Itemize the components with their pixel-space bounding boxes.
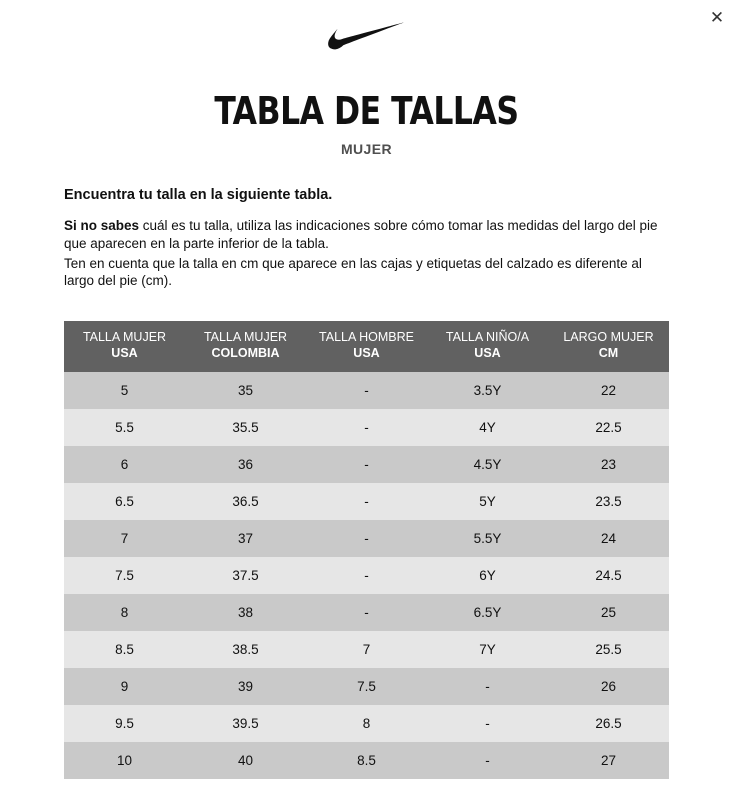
table-cell: 8: [306, 705, 427, 742]
table-cell: 37: [185, 520, 306, 557]
table-row: [64, 409, 669, 446]
table-row: [64, 372, 669, 409]
table-cell: -: [427, 668, 548, 705]
table-cell: 36: [185, 446, 306, 483]
table-column-header: [185, 321, 306, 371]
table-column-header: [64, 321, 185, 371]
table-column-header: [427, 321, 548, 371]
table-row: [64, 557, 669, 594]
table-column-header: [548, 321, 669, 371]
table-cell: 39.5: [185, 705, 306, 742]
table-column-header-unit: CM: [598, 345, 619, 360]
table-column-header: [306, 321, 427, 371]
table-cell: 5: [64, 372, 185, 409]
page-subtitle: MUJER: [340, 141, 392, 157]
table-row: [64, 594, 669, 631]
table-cell: -: [306, 372, 427, 409]
table-cell: 7Y: [427, 631, 548, 668]
table-cell: 4.5Y: [427, 446, 548, 483]
table-row: [64, 631, 669, 668]
table-header-row: [64, 321, 669, 371]
close-icon[interactable]: ✕: [709, 8, 725, 27]
table-column-header-name: LARGO MUJER: [563, 330, 654, 345]
table-cell: 22.5: [548, 409, 669, 446]
table-cell: 6: [64, 446, 185, 483]
table-cell: 23: [548, 446, 669, 483]
table-row: [64, 520, 669, 557]
size-table-body: [64, 372, 669, 779]
table-cell: 7: [64, 520, 185, 557]
table-cell: 22: [548, 372, 669, 409]
table-cell: -: [306, 520, 427, 557]
page-title: TABLA DE TALLAS: [214, 89, 519, 133]
table-column-header-name: TALLA MUJER: [203, 330, 288, 345]
table-row: [64, 668, 669, 705]
size-table-head: [64, 321, 669, 371]
intro-paragraph-1: [64, 217, 669, 253]
table-cell: 5.5Y: [427, 520, 548, 557]
table-cell: 3.5Y: [427, 372, 548, 409]
table-cell: 9.5: [64, 705, 185, 742]
table-cell: 37.5: [185, 557, 306, 594]
size-table: [64, 321, 669, 778]
table-cell: 4Y: [427, 409, 548, 446]
table-column-header-unit: COLOMBIA: [211, 345, 280, 360]
table-cell: 6.5Y: [427, 594, 548, 631]
table-cell: 25.5: [548, 631, 669, 668]
intro-paragraph-2: Ten en cuenta que la talla en cm que aparece en las cajas y etiquetas del calzado es diferente al largo del pie (cm).: [64, 255, 642, 289]
table-cell: 24: [548, 520, 669, 557]
table-cell: 7.5: [64, 557, 185, 594]
intro-paragraph-1-rest: cuál es tu talla, utiliza las indicaciones sobre cómo tomar las medidas del largo del pie que aparecen en la parte inferior de la tabla.: [64, 218, 658, 251]
table-cell: 5Y: [427, 483, 548, 520]
table-cell: 6Y: [427, 557, 548, 594]
table-cell: -: [306, 446, 427, 483]
table-column-header-unit: USA: [111, 345, 138, 360]
table-row: [64, 742, 669, 779]
intro-lead: Encuentra tu talla en la siguiente tabla.: [64, 187, 333, 203]
nike-swoosh-icon: [328, 22, 406, 50]
table-cell: 25: [548, 594, 669, 631]
table-cell: 36.5: [185, 483, 306, 520]
table-cell: 5.5: [64, 409, 185, 446]
intro-paragraph-1-bold: Si no sabes: [64, 218, 140, 233]
table-cell: 24.5: [548, 557, 669, 594]
table-column-header-name: TALLA HOMBRE: [319, 330, 414, 345]
table-cell: 8.5: [306, 742, 427, 779]
table-row: [64, 483, 669, 520]
table-cell: 38: [185, 594, 306, 631]
brand-logo-container: [0, 0, 733, 55]
table-cell: 7: [306, 631, 427, 668]
table-cell: -: [306, 483, 427, 520]
table-cell: 39: [185, 668, 306, 705]
table-cell: -: [306, 557, 427, 594]
table-row: [64, 446, 669, 483]
table-cell: 8: [64, 594, 185, 631]
table-cell: -: [306, 594, 427, 631]
table-cell: 8.5: [64, 631, 185, 668]
table-cell: 35: [185, 372, 306, 409]
table-cell: 26: [548, 668, 669, 705]
table-cell: 7.5: [306, 668, 427, 705]
table-row: [64, 705, 669, 742]
table-cell: -: [427, 742, 548, 779]
table-cell: -: [427, 705, 548, 742]
intro-text-block: [0, 187, 733, 290]
table-cell: 38.5: [185, 631, 306, 668]
size-table-container: [64, 321, 669, 778]
table-cell: 9: [64, 668, 185, 705]
table-cell: 6.5: [64, 483, 185, 520]
table-cell: 27: [548, 742, 669, 779]
table-cell: -: [306, 409, 427, 446]
table-column-header-unit: USA: [474, 345, 501, 360]
table-column-header-name: TALLA MUJER: [82, 330, 167, 345]
table-cell: 35.5: [185, 409, 306, 446]
table-column-header-name: TALLA NIÑO/A: [445, 330, 530, 345]
table-cell: 40: [185, 742, 306, 779]
table-column-header-unit: USA: [353, 345, 380, 360]
table-cell: 26.5: [548, 705, 669, 742]
table-cell: 10: [64, 742, 185, 779]
table-cell: 23.5: [548, 483, 669, 520]
